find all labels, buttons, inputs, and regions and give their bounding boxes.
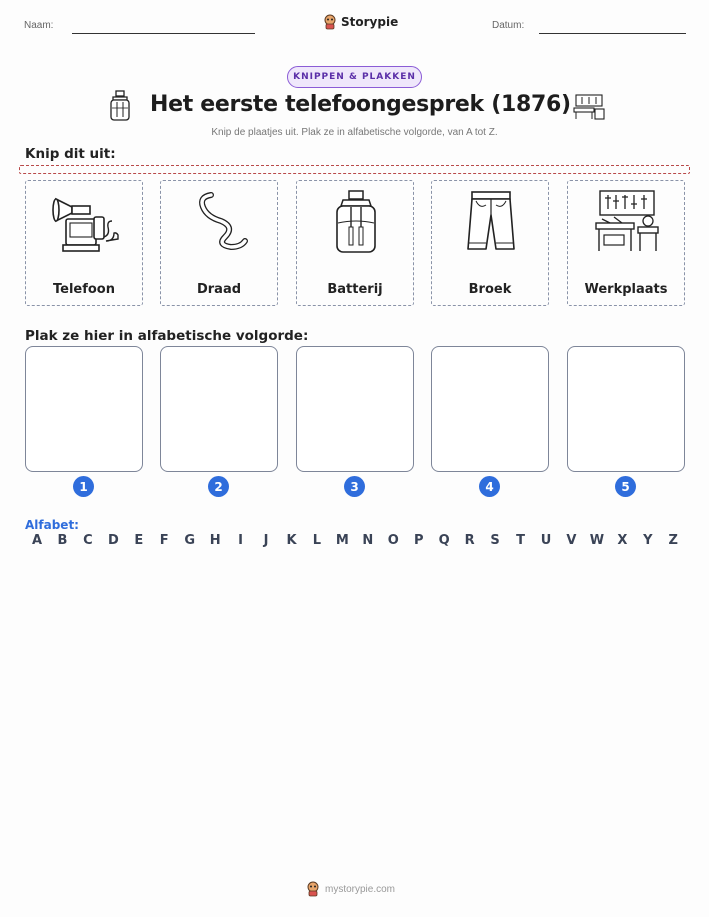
alphabet-letter: P [413, 533, 424, 548]
paste-heading: Plak ze hier in alfabetische volgorde: [25, 328, 309, 344]
cutout-card-telefoon[interactable] [25, 180, 143, 306]
card-label: Telefoon [52, 282, 115, 297]
alphabet-letter: R [464, 533, 475, 548]
wire-icon [185, 189, 255, 255]
cut-line [19, 165, 690, 174]
alphabet-letter: N [362, 533, 374, 548]
card-label: Broek [468, 282, 512, 297]
workshop-title-icon [573, 94, 605, 120]
alphabet-letter: B [57, 533, 68, 548]
storypie-mascot-icon [306, 881, 320, 897]
storypie-logo [323, 14, 398, 30]
alphabet-letter: Z [668, 533, 678, 548]
alphabet-letter: E [134, 533, 144, 548]
card-label: Batterij [327, 282, 383, 297]
alphabet-letter: O [387, 533, 399, 548]
battery-jar-icon [321, 189, 391, 255]
battery-jar-title-icon [108, 90, 132, 122]
alphabet-letter: X [617, 533, 628, 548]
trousers-icon [456, 189, 526, 255]
paste-slot-2[interactable] [160, 346, 278, 472]
alphabet-letter: J [263, 533, 269, 548]
instructions: Knip de plaatjes uit. Plak ze in alfabetische volgorde, van A tot Z. [211, 127, 498, 138]
paste-slot-4[interactable] [431, 346, 549, 472]
alphabet-letter: S [490, 533, 500, 548]
page-title: Het eerste telefoongesprek (1876) [150, 92, 571, 117]
alphabet-letter: K [286, 533, 297, 548]
card-label: Werkplaats [584, 282, 668, 297]
alphabet-letter: V [566, 533, 577, 548]
alphabet-letter: T [516, 533, 525, 548]
cutout-card-werkplaats[interactable] [567, 180, 685, 306]
brand-name: Storypie [341, 15, 399, 29]
alphabet-letter: L [312, 533, 322, 548]
cutout-card-draad[interactable] [160, 180, 278, 306]
name-field-line[interactable] [72, 33, 255, 34]
workshop-icon [592, 189, 662, 255]
slot-number-4: 4 [479, 476, 500, 497]
cutout-card-broek[interactable] [431, 180, 549, 306]
footer-url: mystorypie.com [325, 883, 396, 895]
cut-heading: Knip dit uit: [25, 146, 116, 162]
alphabet-letter: Y [643, 533, 653, 548]
alphabet-letter: W [589, 533, 605, 548]
paste-slot-1[interactable] [25, 346, 143, 472]
alphabet-letter: M [335, 533, 349, 548]
alphabet-letter: A [31, 533, 43, 548]
paste-slot-3[interactable] [296, 346, 414, 472]
name-label: Naam: [24, 20, 54, 31]
alphabet-letter: C [83, 533, 93, 548]
date-label: Datum: [492, 20, 525, 31]
slot-number-2: 2 [208, 476, 229, 497]
alphabet-letter: U [540, 533, 552, 548]
alphabet-heading: Alfabet: [25, 518, 79, 532]
card-label: Draad [196, 282, 242, 297]
alphabet-letter: Q [438, 533, 450, 548]
footer [306, 881, 395, 897]
storypie-mascot-icon [323, 14, 337, 30]
activity-badge: KNIPPEN & PLAKKEN [287, 66, 422, 88]
alphabet-letter: G [184, 533, 196, 548]
slot-number-3: 3 [344, 476, 365, 497]
slot-number-1: 1 [73, 476, 94, 497]
telephone-icon [50, 189, 120, 255]
alphabet-letter: F [159, 533, 169, 548]
alphabet-letter: H [209, 533, 221, 548]
alphabet-letter: I [238, 533, 244, 548]
slot-number-5: 5 [615, 476, 636, 497]
date-field-line[interactable] [539, 33, 686, 34]
cutout-card-batterij[interactable] [296, 180, 414, 306]
alphabet-letter: D [107, 533, 119, 548]
paste-slot-5[interactable] [567, 346, 685, 472]
